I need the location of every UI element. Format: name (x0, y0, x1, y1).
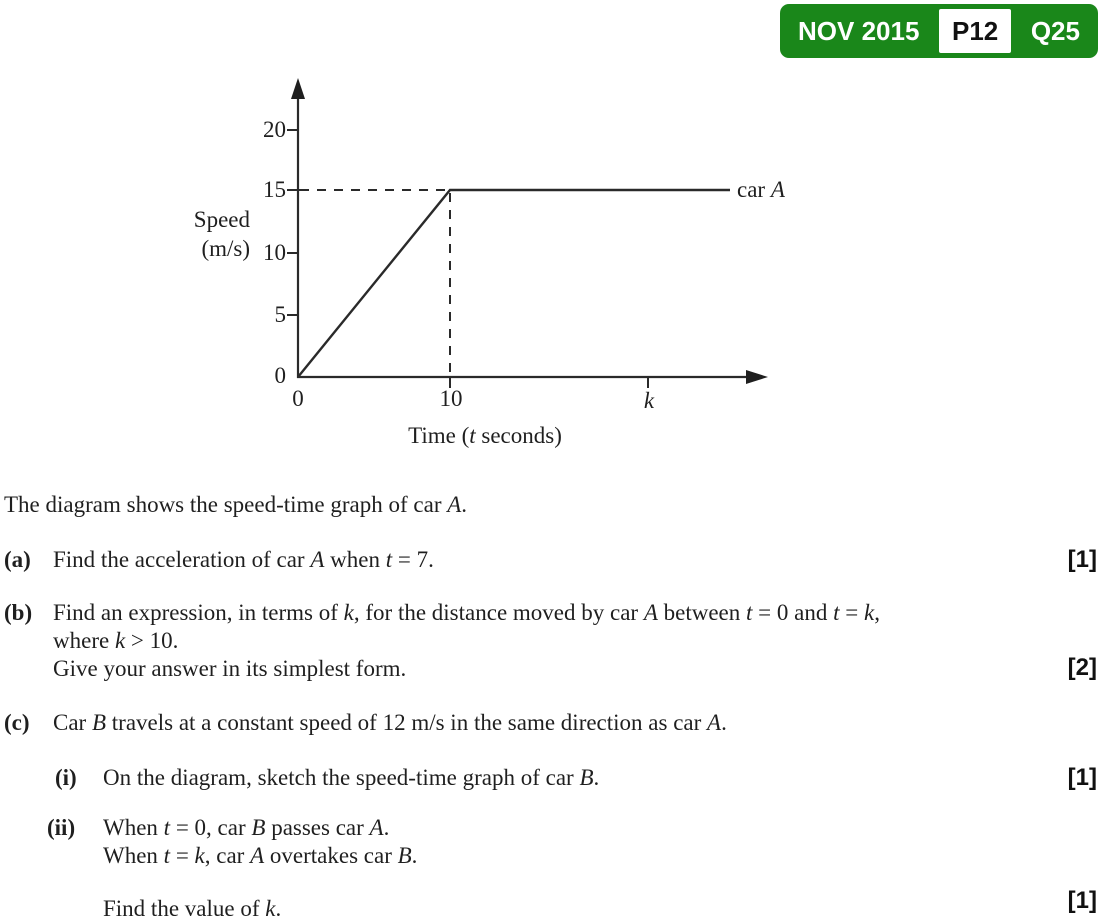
question-c-text: Car B travels at a constant speed of 12 m/s in the same direction as car A. (53, 710, 727, 735)
question-a-label: (a) (4, 547, 31, 572)
question-ci-text: On the diagram, sketch the speed-time graph of car B. (103, 765, 600, 790)
question-cii-line2: When t = k, car A overtakes car B. (103, 843, 418, 868)
y-tick-label-20: 20 (263, 117, 286, 142)
y-tick-label-15: 15 (263, 177, 286, 202)
y-tick-label-5: 5 (274, 302, 286, 327)
y-tick-label-10: 10 (263, 240, 286, 265)
question-b-line2: where k > 10. (53, 628, 179, 653)
question-c-label: (c) (4, 710, 30, 735)
question-b-line1: Find an expression, in terms of k, for the distance moved by car A between t = 0 and t = k, (53, 600, 880, 625)
question-ci-label: (i) (55, 765, 77, 790)
car-a-series-label: car A (737, 177, 785, 202)
x-origin-label: 0 (292, 386, 304, 411)
question-badge (780, 4, 1098, 58)
question-a-text: Find the acceleration of car A when t = 7. (53, 547, 434, 572)
marks-ci: [1] (1067, 764, 1097, 791)
question-cii-line1: When t = 0, car B passes car A. (103, 815, 390, 840)
speed-time-diagram (0, 0, 820, 470)
x-tick-label-k: k (643, 388, 655, 413)
question-b-line3: Give your answer in its simplest form. (53, 656, 407, 681)
question-cii-label: (ii) (47, 815, 76, 840)
question-b-label: (b) (4, 600, 33, 625)
question-b (4, 599, 880, 683)
badge-question-number: Q25 (1030, 15, 1080, 46)
intro-text: The diagram shows the speed-time graph of car A. (4, 492, 468, 517)
question-c (4, 709, 727, 737)
x-tick-label-10: 10 (439, 386, 463, 411)
marks-a: [1] (1067, 546, 1097, 573)
y-axis-title-line2: (m/s) (201, 236, 250, 261)
question-ci (55, 764, 599, 792)
marks-cii: [1] (1067, 887, 1097, 914)
question-cii-find-k: Find the value of k. (103, 896, 282, 918)
question-cii (47, 814, 417, 870)
y-axis-title (148, 205, 250, 263)
car-a-speed-line (298, 190, 730, 377)
question-a (4, 546, 434, 574)
x-axis-arrow-icon (746, 370, 768, 384)
badge-paper: P12 (939, 9, 1011, 53)
badge-session: NOV 2015 (798, 15, 920, 46)
y-axis-arrow-icon (291, 78, 305, 99)
marks-b: [2] (1067, 654, 1097, 681)
x-axis-title: Time (t seconds) (408, 423, 562, 448)
y-axis-title-line1: Speed (193, 207, 250, 232)
y-origin-label: 0 (274, 363, 286, 388)
graph-canvas (0, 0, 820, 470)
